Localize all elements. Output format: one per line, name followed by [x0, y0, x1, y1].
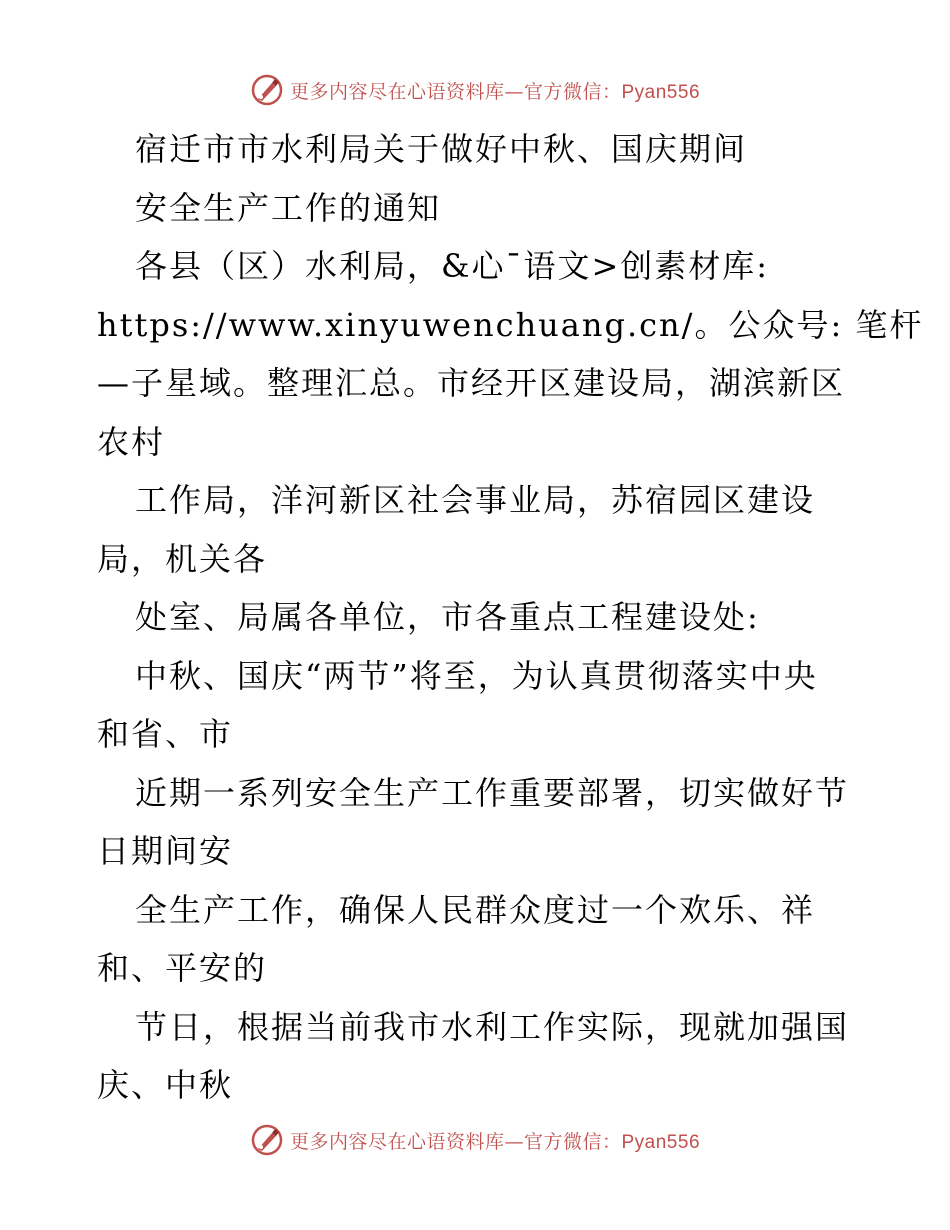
doc-text-line: —子星域。整理汇总。市经开区建设局，湖滨新区	[97, 364, 846, 402]
doc-text-line: 各县（区）水利局，&心¯语文>创素材库:	[135, 247, 770, 285]
banner-label: 官方微信：	[523, 80, 622, 103]
pen-logo-icon	[250, 1123, 284, 1157]
doc-text-line: https://www.xinyuwenchuang.cn/。公众号: 笔杆	[97, 305, 924, 344]
doc-text-line: 工作局，洋河新区社会事业局，苏宿园区建设	[135, 481, 816, 519]
banner-account: Pyan556	[621, 1131, 701, 1153]
doc-text-line: 处室、局属各单位，市各重点工程建设处:	[135, 598, 760, 636]
doc-title-line: 安全生产工作的通知	[135, 188, 442, 227]
document-body	[97, 120, 924, 1115]
banner-label: 官方微信：	[523, 1130, 622, 1153]
banner-text	[290, 1127, 700, 1154]
doc-text-line: 中秋、国庆“两节”将至，为认真贯彻落实中央	[135, 656, 818, 695]
header-banner	[0, 70, 950, 110]
banner-account: Pyan556	[621, 81, 701, 103]
doc-title-line: 宿迁市市水利局关于做好中秋、国庆期间	[135, 130, 748, 168]
doc-text-line: 日期间安	[97, 832, 234, 870]
banner-main-text: 更多内容尽在心语资料库	[289, 80, 505, 103]
banner-separator: —	[504, 80, 524, 103]
doc-text-line: 节日，根据当前我市水利工作实际，现就加强国	[135, 1007, 850, 1046]
doc-text-line: 局，机关各	[97, 539, 268, 578]
doc-text-line: 农村	[97, 422, 166, 461]
doc-text-line: 和、平安的	[97, 949, 268, 987]
banner-text	[290, 77, 700, 104]
banner-separator: —	[504, 1130, 524, 1153]
doc-text-line: 全生产工作，确保人民群众度过一个欢乐、祥	[135, 890, 816, 929]
pen-logo-icon	[250, 73, 284, 107]
doc-text-line: 近期一系列安全生产工作重要部署，切实做好节	[135, 773, 850, 812]
doc-text-line: 庆、中秋	[97, 1066, 234, 1104]
doc-text-line: 和省、市	[97, 715, 234, 753]
banner-main-text: 更多内容尽在心语资料库	[289, 1130, 505, 1153]
footer-banner	[0, 1120, 950, 1160]
